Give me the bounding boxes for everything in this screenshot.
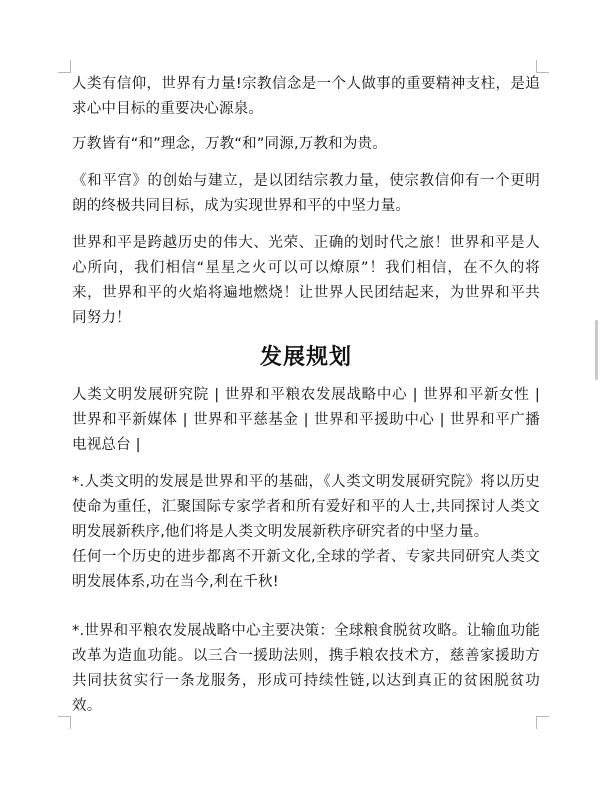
- scrollbar-thumb[interactable]: [595, 320, 598, 380]
- paragraph-harmony: 万教皆有“和”理念，万教“和”同源,万教和为贵。: [72, 136, 387, 152]
- paragraph-faith: 人类有信仰，世界有力量!宗教信念是一个人做事的重要精神支柱，是追求心中目标的重要决心源泉。: [72, 76, 540, 117]
- margin-mark-top-left: [58, 60, 71, 73]
- margin-mark-bottom-left: [58, 716, 71, 729]
- paragraph-spacer: [72, 595, 540, 619]
- document-body: [72, 72, 540, 719]
- paragraph-world-peace: 世界和平是跨越历史的伟大、光荣、正确的划时代之旅！世界和平是人心所向，我们相信“星星之火可以可以燎原”！我们相信，在不久的将来，世界和平的火焰将遍地燃烧！让世界人民团结起来，为世界和平共同努力！: [72, 235, 540, 326]
- section-heading: 发展规划: [259, 345, 352, 370]
- paragraph-food-strategy: *.世界和平粮农发展战略中心主要决策：全球粮食脱贫攻略。让输血功能改革为造血功能。以三合一援助法则，携手粮农技术方，慈善家援助方共同扶贫实行一条龙服务，形成可持续性链,以达到真正的贫困脱贫功效。: [72, 623, 540, 714]
- plan-list: 人类文明发展研究院 | 世界和平粮农发展战略中心 | 世界和平新女性 | 世界和平新媒体 | 世界和平慈基金 | 世界和平援助中心 | 世界和平广播电视总台 |: [72, 387, 540, 453]
- paragraph-civilization-institute: *.人类文明的发展是世界和平的基础，《人类文明发展研究院》将以历史使命为重任，汇聚国际专家学者和所有爱好和平的人士,共同探讨人类文明发展新秩序,他们将是人类文明发展新秩序研究者的中坚力量。: [72, 474, 540, 540]
- paragraph-culture-progress: 任何一个历史的进步都离不开新文化,全球的学者、专家共同研究人类文明发展体系,功在当今,利在千秋!: [72, 549, 540, 590]
- paragraph-peace-palace: 《和平宫》的创始与建立，是以团结宗教力量，使宗教信仰有一个更明朗的终极共同目标，成为实现世界和平的中坚力量。: [72, 173, 540, 214]
